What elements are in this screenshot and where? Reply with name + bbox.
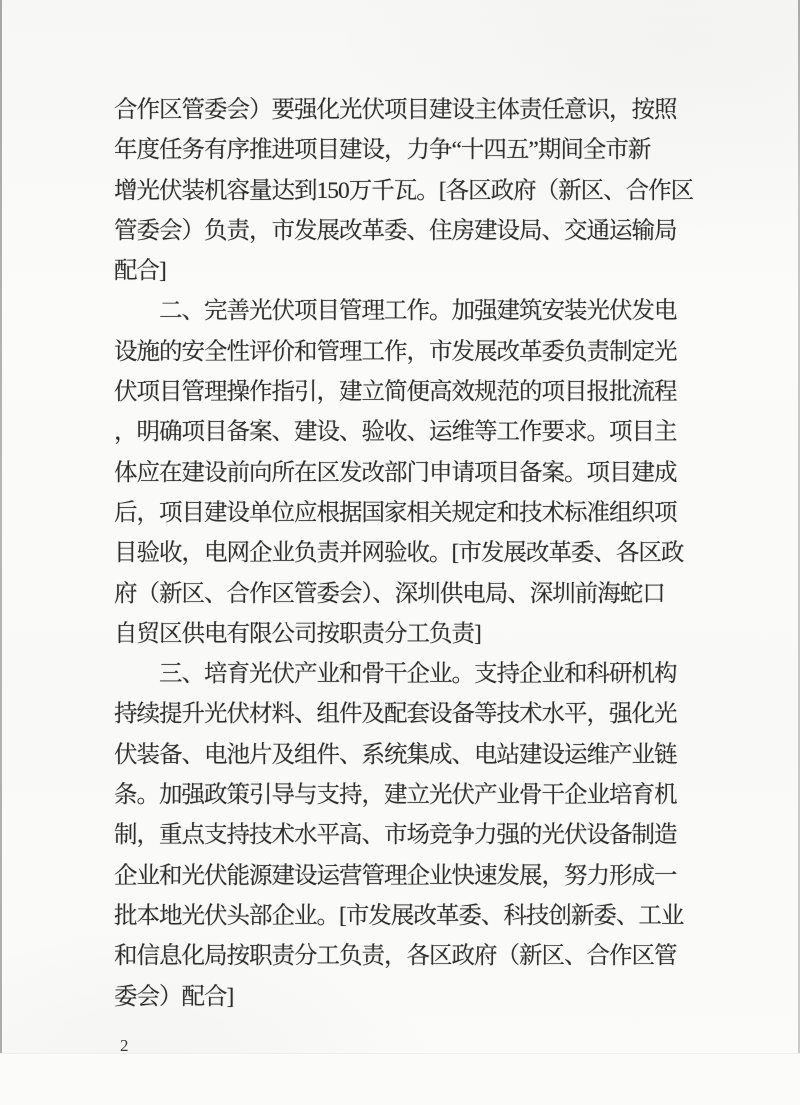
text-line: 伏项目管理操作指引，建立简便高效规范的项目报批流程 xyxy=(114,379,677,406)
page-footer-shade xyxy=(0,1053,800,1105)
page-left-edge-line xyxy=(0,0,2,1104)
text-line: 增光伏装机容量达到150万千瓦。[各区政府（新区、合作区 xyxy=(114,177,694,204)
text-line: 伏装备、电池片及组件、系统集成、电站建设运维产业链 xyxy=(114,741,677,768)
page-number: 2 xyxy=(120,1036,129,1055)
text-line: 三、培育光伏产业和骨干企业。支持企业和科研机构 xyxy=(159,661,677,688)
paragraph-2 xyxy=(114,291,692,654)
text-line: 年度任务有序推进项目建设，力争“十四五”期间全市新 xyxy=(114,137,651,164)
text-line: 府（新区、合作区管委会）、深圳供电局、深圳前海蛇口 xyxy=(114,580,665,607)
text-line: 体应在建设前向所在区发改部门申请项目备案。项目建成 xyxy=(114,459,677,486)
paragraph-1 xyxy=(114,90,692,291)
text-line: 和信息化局按职责分工负责，各区政府（新区、合作区管 xyxy=(114,943,677,970)
text-line: 设施的安全性评价和管理工作，市发展改革委负责制定光 xyxy=(114,338,677,365)
text-line: 配合] xyxy=(114,258,166,285)
text-line: 持续提升光伏材料、组件及配套设备等技术水平，强化光 xyxy=(114,701,677,728)
text-line: 企业和光伏能源建设运营管理企业快速发展，努力形成一 xyxy=(114,862,677,889)
text-line: 委会）配合] xyxy=(114,983,234,1010)
text-line: 二、完善光伏项目管理工作。加强建筑安装光伏发电 xyxy=(159,298,677,325)
text-line: 管委会）负责，市发展改革委、住房建设局、交通运输局 xyxy=(114,217,677,244)
text-line: 条。加强政策引导与支持，建立光伏产业骨干企业培育机 xyxy=(114,782,677,809)
text-line: 制，重点支持技术水平高、市场竞争力强的光伏设备制造 xyxy=(114,822,677,849)
text-line: 后，项目建设单位应根据国家相关规定和技术标准组织项 xyxy=(114,499,677,526)
text-line: 合作区管委会）要强化光伏项目建设主体责任意识，按照 xyxy=(114,97,677,123)
text-line: 自贸区供电有限公司按职责分工负责] xyxy=(114,620,481,647)
text-line: 目验收，电网企业负责并网验收。[市发展改革委、各区政 xyxy=(114,540,684,567)
document-text-block xyxy=(114,90,692,1017)
paragraph-3 xyxy=(114,654,692,1017)
text-line: ，明确项目备案、建设、验收、运维等工作要求。项目主 xyxy=(114,419,677,446)
text-line: 批本地光伏头部企业。[市发展改革委、科技创新委、工业 xyxy=(114,902,684,929)
